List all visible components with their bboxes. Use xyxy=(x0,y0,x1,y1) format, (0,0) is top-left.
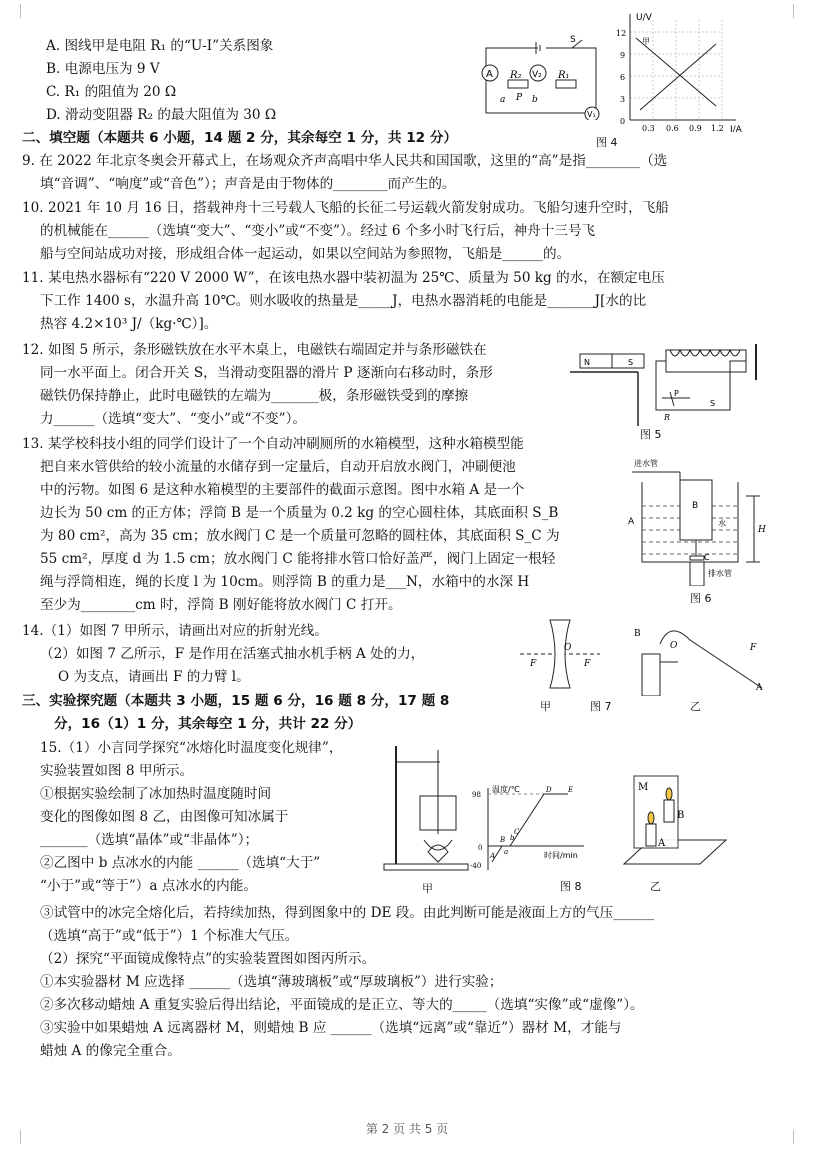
q13-line: 边长为 50 cm 的正方体；浮筒 B 是一个质量为 0.2 kg 的空心圆柱体，其底面积 S_B xyxy=(40,505,559,521)
q13-line: 至少为________cm 时，浮筒 B 刚好能将放水阀门 C 打开。 xyxy=(40,597,402,613)
corner-mark xyxy=(6,4,21,18)
q15-line: “小于”或“等于”）a 点冰水的内能。 xyxy=(40,878,257,894)
fig4-label: R₂ xyxy=(510,70,522,81)
q15-line: ③实验中如果蜡烛 A 远离器材 M，则蜡烛 B 应 ______（选填“远离”或“靠近”）器材 M，才能与 xyxy=(40,1020,622,1036)
q14-line: O 为支点，请画出 F 的力臂 l。 xyxy=(58,669,250,685)
fig4-label: b xyxy=(532,95,538,105)
fig4-label: A xyxy=(486,69,493,80)
fig4-tick: 12 xyxy=(616,29,627,38)
fig8-point: a xyxy=(504,848,509,856)
fig4-label: S xyxy=(570,35,576,45)
fig4-tick: 6 xyxy=(620,73,626,82)
fig5-label: S xyxy=(628,358,634,367)
q11-line: 热容 4.2×10³ J/（kg·℃）]。 xyxy=(40,316,218,332)
fig8-point: A xyxy=(490,852,496,860)
fig5-label: S xyxy=(710,399,716,408)
q15-line: ②乙图中 b 点冰水的内能 ______（选填“大于” xyxy=(40,855,321,871)
fig7-label: 乙 xyxy=(690,700,701,713)
fig8-point: C xyxy=(514,828,520,836)
fig8-point: b xyxy=(510,834,515,842)
fig4-tick: 0.6 xyxy=(666,124,679,132)
q11-line: 11. 某电热水器标有“220 V 2000 W”，在该电热水器中装初温为 25℃、质量为 50 kg 的水，在额定电压 xyxy=(22,270,665,286)
fig4-y-label: U/V xyxy=(636,13,652,23)
q10-line: 的机械能在______（选填“变大”、“变小”或“不变”）。经过 6 个多小时飞行后，神舟十三号飞 xyxy=(40,223,596,239)
option-a: A. 图线甲是电阻 R₁ 的“U-I”关系图象 xyxy=(46,38,274,54)
q15-line: ②多次移动蜡烛 A 重复实验后得出结论，平面镜成的是正立、等大的_____（选填“实像”或“虚像”）。 xyxy=(40,997,644,1013)
q14-line: （2）如图 7 乙所示，F 是作用在活塞式抽水机手柄 A 处的力， xyxy=(40,646,425,662)
q15-line: 15.（1）小言同学探究“冰熔化时温度变化规律”， xyxy=(40,740,343,756)
fig4-line-label: 甲 xyxy=(642,37,650,46)
fig7-label: O xyxy=(564,643,572,653)
q9-line: 9. 在 2022 年北京冬奥会开幕式上，在场观众齐声高唱中华人民共和国国歌，这里的“高”是指________（选 xyxy=(22,153,668,169)
q11-line: 下工作 1400 s，水温升高 10℃。则水吸收的热量是_____J，电热水器消耗的电能是_______J[水的比 xyxy=(40,293,647,309)
fig7-label: O xyxy=(670,641,678,651)
figc-label: B xyxy=(677,810,685,821)
fig4-tick: 3 xyxy=(620,95,626,104)
q15-line: 变化的图像如图 8 乙，由图像可知冰属于 xyxy=(40,809,289,825)
q12-line: 磁铁仍保持静止，此时电磁铁的左端为_______极，条形磁铁受到的摩擦 xyxy=(40,388,469,404)
fig8-mirror-setup xyxy=(620,770,730,872)
q13-line: 绳与浮筒相连，绳的长度 l 为 10cm。则浮筒 B 的重力是___N，水箱中的水深 H xyxy=(40,574,530,590)
figc-label: 乙 xyxy=(650,880,661,893)
fig6-label: C xyxy=(704,553,710,562)
fig4-label: R₁ xyxy=(558,70,570,81)
fig6-label: 进水管 xyxy=(634,459,658,468)
fig6-water-tank xyxy=(628,452,774,586)
figc-label: A xyxy=(658,838,666,849)
option-d: D. 滑动变阻器 R₂ 的最大阻值为 30 Ω xyxy=(46,107,277,123)
fig7-label: F xyxy=(584,659,591,669)
q12-line: 12. 如图 5 所示，条形磁铁放在水平木桌上，电磁铁右端固定并与条形磁铁在 xyxy=(22,342,487,358)
fig6-label: 水 xyxy=(718,519,726,528)
fig7-lens-and-pump xyxy=(510,614,774,696)
q10-line: 10. 2021 年 10 月 16 日，搭载神舟十三号载人飞船的长征二号运载火箭发射成功。飞船匀速升空时，飞船 xyxy=(22,200,669,216)
fig7-caption: 图 7 xyxy=(590,700,612,713)
section-3-title: 三、实验探究题（本题共 3 小题，15 题 6 分，16 题 8 分，17 题 8 xyxy=(22,693,450,709)
option-c: C. R₁ 的阻值为 20 Ω xyxy=(46,84,177,100)
q12-line: 同一水平面上。闭合开关 S，当滑动变阻器的滑片 P 逐渐向右移动时，条形 xyxy=(40,365,493,381)
q15-line: ③试管中的冰完全熔化后，若持续加热，得到图象中的 DE 段。由此判断可能是液面上方的气压______ xyxy=(40,905,654,921)
q15-line: （2）探究“平面镜成像特点”的实验装置图如图丙所示。 xyxy=(40,951,376,967)
fig4-caption: 图 4 xyxy=(596,136,618,149)
fig6-label: B xyxy=(692,501,699,511)
fig8-axis-label: 时间/min xyxy=(544,851,578,860)
q15-line: _______（选填“晶体”或“非晶体”）； xyxy=(40,832,259,848)
fig4-label: a xyxy=(500,95,506,105)
q13-line: 把自来水管供给的较小流量的水储存到一定量后，自动开启放水阀门，冲刷便池 xyxy=(40,459,516,475)
fig5-label: R xyxy=(664,413,671,422)
fig8-point: E xyxy=(568,786,574,794)
fig6-label: 排水管 xyxy=(708,569,732,578)
fig8-apparatus xyxy=(380,740,476,872)
fig7-label: F xyxy=(750,643,757,653)
fig8-caption: 图 8 xyxy=(560,880,582,893)
fig4-tick: 1.2 xyxy=(711,124,724,132)
q13-line: 55 cm²，厚度 d 为 1.5 cm；放水阀门 C 能将排水管口恰好盖严，阀门上固定一根轻 xyxy=(40,551,556,567)
fig5-label: P xyxy=(674,389,679,398)
fig7-label: A xyxy=(756,683,763,693)
fig5-caption: 图 5 xyxy=(640,428,662,441)
fig7-label: B xyxy=(634,629,641,639)
q13-line: 为 80 cm²，高为 35 cm；放水阀门 C 是一个质量可忽略的圆柱体，其底面积 S_C 为 xyxy=(40,528,560,544)
figc-label: M xyxy=(638,782,649,793)
q15-line: 蜡烛 A 的像完全重合。 xyxy=(40,1043,181,1059)
q10-line: 船与空间站成功对接，形成组合体一起运动，如果以空间站为参照物，飞船是______的。 xyxy=(40,246,571,262)
q14-line: 14.（1）如图 7 甲所示，请画出对应的折射光线。 xyxy=(22,623,328,639)
fig8-axis-label: 温度/℃ xyxy=(492,785,520,794)
fig8-point: B xyxy=(500,836,506,844)
fig4-x-label: I/A xyxy=(730,125,742,132)
q9-line: 填“音调”、“响度”或“音色”）；声音是由于物体的________而产生的。 xyxy=(40,176,456,192)
fig8-tick: -40 xyxy=(470,862,482,870)
fig8-tick: 98 xyxy=(472,791,481,799)
fig4-tick: 0.3 xyxy=(642,124,655,132)
fig5-electromagnet xyxy=(570,340,766,430)
q12-line: 力______（选填“变大”、“变小”或“不变”）。 xyxy=(40,411,306,427)
fig6-caption: 图 6 xyxy=(690,592,712,605)
fig4-label: P xyxy=(516,93,523,103)
fig6-label: H xyxy=(758,525,766,535)
fig4-tick: 0 xyxy=(620,117,626,126)
q15-line: ①根据实验绘制了冰加热时温度随时间 xyxy=(40,786,272,802)
fig8-tick: 0 xyxy=(478,844,483,852)
fig7-label: F xyxy=(530,659,537,669)
q13-line: 13. 某学校科技小组的同学们设计了一个自动冲刷厕所的水箱模型，这种水箱模型能 xyxy=(22,436,524,452)
fig8-label: 甲 xyxy=(422,882,433,895)
q13-line: 中的污物。如图 6 是这种水箱模型的主要部件的截面示意图。图中水箱 A 是一个 xyxy=(40,482,525,498)
fig6-label: A xyxy=(628,517,635,527)
fig5-label: N xyxy=(584,358,590,367)
fig4-tick: 0.9 xyxy=(689,124,702,132)
option-b: B. 电源电压为 9 V xyxy=(46,61,160,77)
fig4-label: V₁ xyxy=(587,110,596,119)
fig4-ui-graph xyxy=(612,10,752,132)
q15-line: 实验装置如图 8 甲所示。 xyxy=(40,763,194,779)
q15-line: （选填“高于”或“低于”）1 个标准大气压。 xyxy=(40,928,299,944)
q15-line: ①本实验器材 M 应选择 ______（选填“薄玻璃板”或“厚玻璃板”）进行实验； xyxy=(40,974,503,990)
section-2-title: 二、填空题（本题共 6 小题，14 题 2 分，其余每空 1 分，共 12 分） xyxy=(22,130,458,146)
page-footer: 第 2 页 共 5 页 xyxy=(365,1122,449,1136)
fig7-label: 甲 xyxy=(540,700,551,713)
fig8-point: D xyxy=(546,786,552,794)
fig4-tick: 9 xyxy=(620,51,626,60)
corner-mark xyxy=(793,4,808,18)
fig4-circuit xyxy=(476,28,606,120)
section-3-title: 分，16（1）1 分，其余每空 1 分，共计 22 分） xyxy=(54,716,362,732)
fig8-temperature-graph xyxy=(470,784,588,876)
fig4-label: V₂ xyxy=(532,70,542,80)
